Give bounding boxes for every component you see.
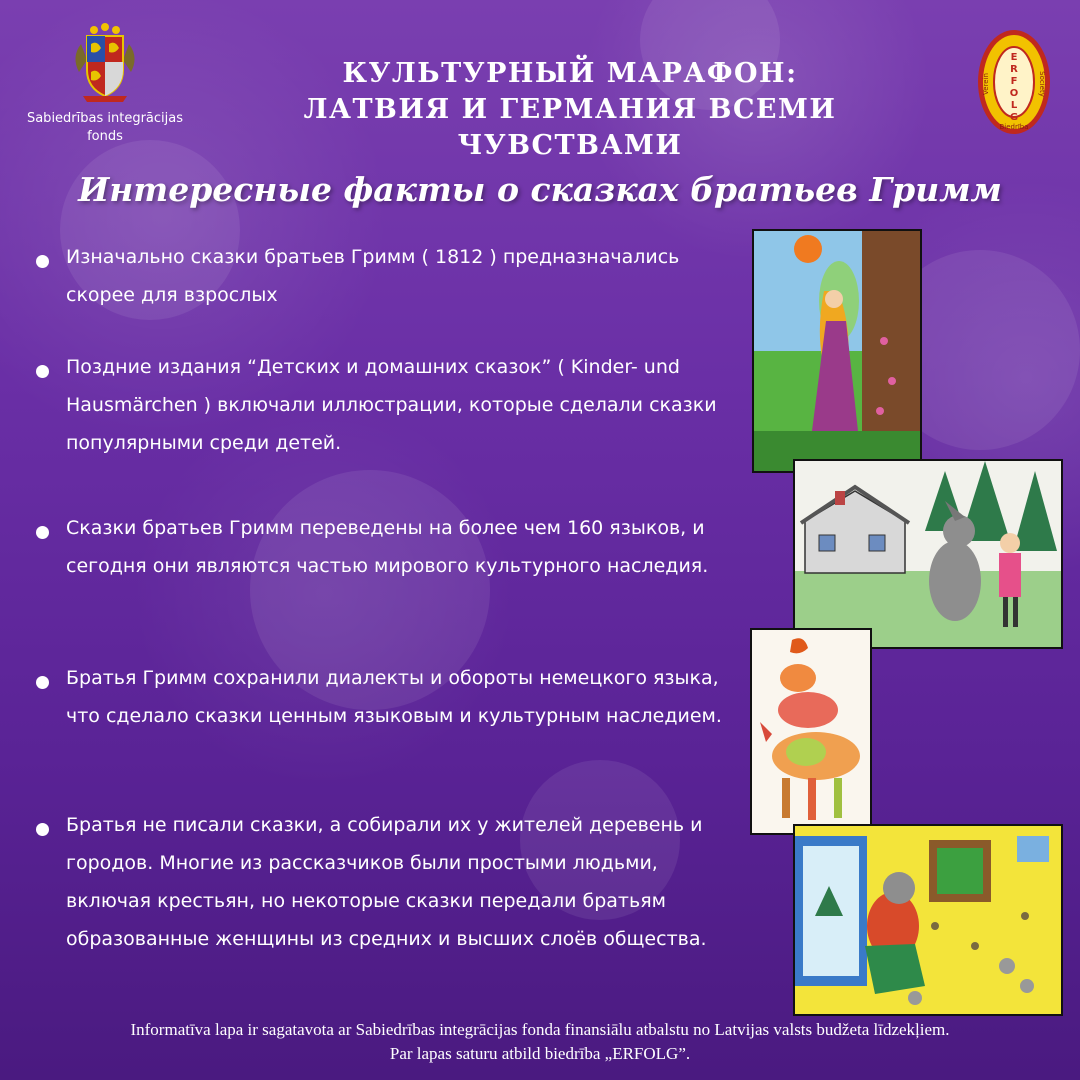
fact-item [36, 659, 726, 735]
fact-text: Сказки братьев Гримм переведены на более чем 160 языков, и сегодня они являются частью мирового культурного наследия. [66, 517, 709, 577]
emblem-letter-r: R [1010, 64, 1018, 75]
sif-logo [20, 22, 190, 146]
footer-funding-note: Informatīva lapa ir sagatavota ar Sabiedrības integrācijas fonda finansiālu atbalstu no Latvijas valsts budžeta līdzekļiem. [130, 1020, 950, 1039]
bullet-icon [36, 823, 49, 836]
fact-text: Поздние издания “Детских и домашних сказок” ( Kinder- und Hausmärchen ) включали иллюстрации, которые сделали сказки популярными среди детей. [66, 356, 717, 454]
wolf-and-kids-drawing [793, 824, 1063, 1016]
fact-text: Братья Гримм сохранили диалекты и обороты немецкого языка, что сделало сказки ценным языковым и культурным наследием. [66, 667, 722, 727]
footer [0, 1018, 1080, 1066]
bremen-musicians-drawing [750, 628, 872, 835]
emblem-letter-f: F [1010, 76, 1018, 87]
page-title [195, 56, 945, 164]
fact-item [36, 238, 726, 314]
section-heading: Интересные факты о сказках братьев Гримм [78, 170, 1002, 209]
bullet-icon [36, 526, 49, 539]
bullet-icon [36, 676, 49, 689]
bullet-icon [36, 365, 49, 378]
emblem-letter-l: L [1010, 100, 1018, 111]
emblem-letter-o: O [1009, 88, 1019, 99]
bullet-icon [36, 255, 49, 268]
erfolg-oval-emblem-icon [976, 28, 1052, 136]
emblem-letter-e: E [1010, 52, 1018, 63]
emblem-letter-g: G [1009, 112, 1019, 123]
red-riding-hood-wolf-drawing [793, 459, 1063, 649]
fact-text: Братья не писали сказки, а собирали их у жителей деревень и городов. Многие из рассказчиков были простыми людьми, включая крестьян, но некоторые сказки передали братьям образованные женщины из средних и высших слоёв общества. [66, 814, 707, 950]
latvia-coat-of-arms-icon [69, 22, 141, 104]
emblem-biedriba-text: Biedrība [999, 123, 1029, 131]
title-line-2: ЛАТВИЯ И ГЕРМАНИЯ ВСЕМИ ЧУВСТВАМИ [303, 94, 837, 161]
fact-text: Изначально сказки братьев Гримм ( 1812 ) предназначались скорее для взрослых [66, 246, 680, 306]
fact-item [36, 348, 726, 462]
emblem-verein-text: Verein [982, 73, 990, 95]
fact-item [36, 806, 726, 958]
footer-responsibility-note: Par lapas saturu atbild biedrība „ERFOLG”. [389, 1044, 691, 1063]
fact-item [36, 509, 726, 585]
emblem-society-text: Society [1038, 71, 1046, 97]
title-line-1: КУЛЬТУРНЫЙ МАРАФОН: [342, 58, 798, 89]
rapunzel-drawing [752, 229, 922, 473]
sif-logo-text: Sabiedrības integrācijas fonds [26, 111, 184, 144]
